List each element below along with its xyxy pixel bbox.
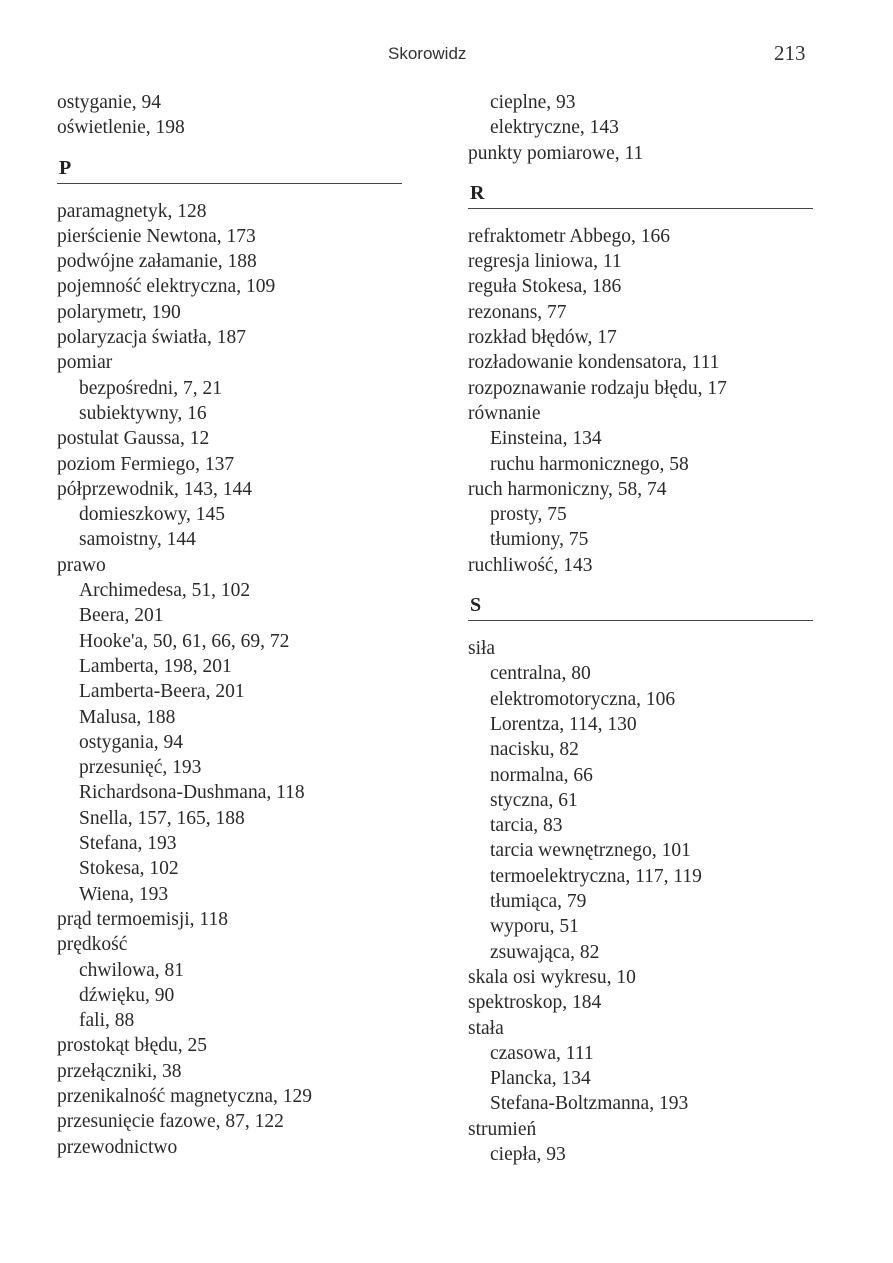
section-p-entries <box>57 199 402 1160</box>
index-entry: ostyganie, 94 <box>57 92 161 113</box>
index-entry: ruchliwość, 143 <box>468 554 593 576</box>
section-header-s <box>468 586 813 636</box>
index-subentry: Hooke'a, 50, 61, 66, 69, 72 <box>79 630 290 652</box>
index-entry: podwójne załamanie, 188 <box>57 251 257 273</box>
index-subentry: fali, 88 <box>79 1010 135 1032</box>
index-entry: oświetlenie, 198 <box>57 117 185 139</box>
index-subentry: Beera, 201 <box>79 605 164 627</box>
index-entry: spektroskop, 184 <box>468 992 602 1014</box>
index-subentry: Lorentza, 114, 130 <box>490 713 637 735</box>
index-column-left <box>57 90 402 1160</box>
index-entry: przełączniki, 38 <box>57 1060 182 1082</box>
index-entry: przewodnictwo <box>57 1136 178 1158</box>
index-entry: rozpoznawanie rodzaju błędu, 17 <box>468 377 727 399</box>
running-header: Skorowidz <box>388 44 467 63</box>
index-subentry: centralna, 80 <box>490 663 591 685</box>
index-subentry: tarcia, 83 <box>490 815 563 837</box>
index-subentry: Stefana, 193 <box>79 833 177 855</box>
index-entry: półprzewodnik, 143, 144 <box>57 478 252 500</box>
index-entry: refraktometr Abbego, 166 <box>468 225 670 247</box>
continued-entries <box>468 90 813 166</box>
index-entry: rozkład błędów, 17 <box>468 327 617 349</box>
index-subentry: Stokesa, 102 <box>79 858 179 880</box>
index-entry: pomiar <box>57 352 113 374</box>
index-entry: polaryzacja światła, 187 <box>57 327 246 349</box>
index-entry: paramagnetyk, 128 <box>57 200 207 222</box>
index-entry: rezonans, 77 <box>468 301 567 323</box>
index-subentry: bezpośredni, 7, 21 <box>79 377 222 399</box>
index-subentry: ostygania, 94 <box>79 731 183 753</box>
section-letter: S <box>470 594 482 617</box>
index-entry: punkty pomiarowe, 11 <box>468 142 644 164</box>
page-number: 213 <box>774 41 806 65</box>
index-subentry: czasowa, 111 <box>490 1042 594 1064</box>
section-rule <box>468 620 813 621</box>
index-column-right <box>468 90 813 1167</box>
index-subentry: Lamberta, 198, 201 <box>79 655 232 677</box>
index-subentry: prosty, 75 <box>490 504 567 526</box>
index-subentry: Wiena, 193 <box>79 883 169 905</box>
index-entry: ruch harmoniczny, 58, 74 <box>468 478 667 500</box>
index-entry: przesunięcie fazowe, 87, 122 <box>57 1111 284 1133</box>
index-subentry: ciepła, 93 <box>490 1143 566 1165</box>
section-header-p <box>57 149 402 199</box>
section-letter: P <box>59 156 72 179</box>
index-subentry: cieplne, 93 <box>490 92 576 113</box>
index-subentry: subiektywny, 16 <box>79 402 207 424</box>
index-entry: prostokąt błędu, 25 <box>57 1035 208 1057</box>
index-entry: prawo <box>57 554 106 576</box>
index-subentry: Richardsona-Dushmana, 118 <box>79 782 305 804</box>
index-entry: prędkość <box>57 934 128 956</box>
section-r-entries <box>468 224 813 578</box>
index-subentry: zsuwająca, 82 <box>490 941 600 963</box>
index-entry: postulat Gaussa, 12 <box>57 428 210 450</box>
index-subentry: przesunięć, 193 <box>79 757 202 779</box>
index-entry: pierścienie Newtona, 173 <box>57 225 256 247</box>
section-rule <box>57 183 402 184</box>
index-entry: siła <box>468 638 496 660</box>
index-subentry: elektryczne, 143 <box>490 117 619 139</box>
index-entry: stała <box>468 1017 504 1039</box>
index-entry: rozładowanie kondensatora, 111 <box>468 352 720 374</box>
index-entry: pojemność elektryczna, 109 <box>57 276 276 298</box>
index-subentry: styczna, 61 <box>490 789 578 811</box>
index-subentry: ruchu harmonicznego, 58 <box>490 453 689 475</box>
index-subentry: Plancka, 134 <box>490 1068 591 1090</box>
index-subentry: tarcia wewnętrznego, 101 <box>490 840 691 862</box>
index-subentry: Snella, 157, 165, 188 <box>79 807 245 829</box>
index-entry: równanie <box>468 402 541 424</box>
index-subentry: wyporu, 51 <box>490 916 579 938</box>
index-subentry: Stefana-Boltzmanna, 193 <box>490 1093 689 1115</box>
index-subentry: tłumiony, 75 <box>490 529 589 551</box>
index-entry: polarymetr, 190 <box>57 301 181 323</box>
index-subentry: dźwięku, 90 <box>79 984 175 1006</box>
index-subentry: normalna, 66 <box>490 764 593 786</box>
section-s-entries <box>468 636 813 1167</box>
index-entry: przenikalność magnetyczna, 129 <box>57 1085 313 1107</box>
index-subentry: termoelektryczna, 117, 119 <box>490 865 702 887</box>
continued-entries <box>57 90 402 141</box>
section-letter: R <box>470 181 485 204</box>
section-rule <box>468 208 813 209</box>
index-subentry: Lamberta-Beera, 201 <box>79 681 245 703</box>
index-entry: skala osi wykresu, 10 <box>468 966 636 988</box>
index-subentry: chwilowa, 81 <box>79 959 185 981</box>
index-subentry: nacisku, 82 <box>490 739 579 761</box>
index-subentry: Archimedesa, 51, 102 <box>79 580 251 602</box>
index-subentry: Einsteina, 134 <box>490 428 602 450</box>
index-subentry: elektromotoryczna, 106 <box>490 688 676 710</box>
index-entry: reguła Stokesa, 186 <box>468 276 622 298</box>
index-entry: prąd termoemisji, 118 <box>57 908 228 930</box>
index-entry: strumień <box>468 1118 537 1140</box>
index-subentry: tłumiąca, 79 <box>490 891 587 913</box>
index-subentry: Malusa, 188 <box>79 706 176 728</box>
index-entry: regresja liniowa, 11 <box>468 251 622 273</box>
section-header-r <box>468 174 813 224</box>
index-subentry: domieszkowy, 145 <box>79 504 226 526</box>
index-entry: poziom Fermiego, 137 <box>57 453 235 475</box>
index-subentry: samoistny, 144 <box>79 529 196 551</box>
